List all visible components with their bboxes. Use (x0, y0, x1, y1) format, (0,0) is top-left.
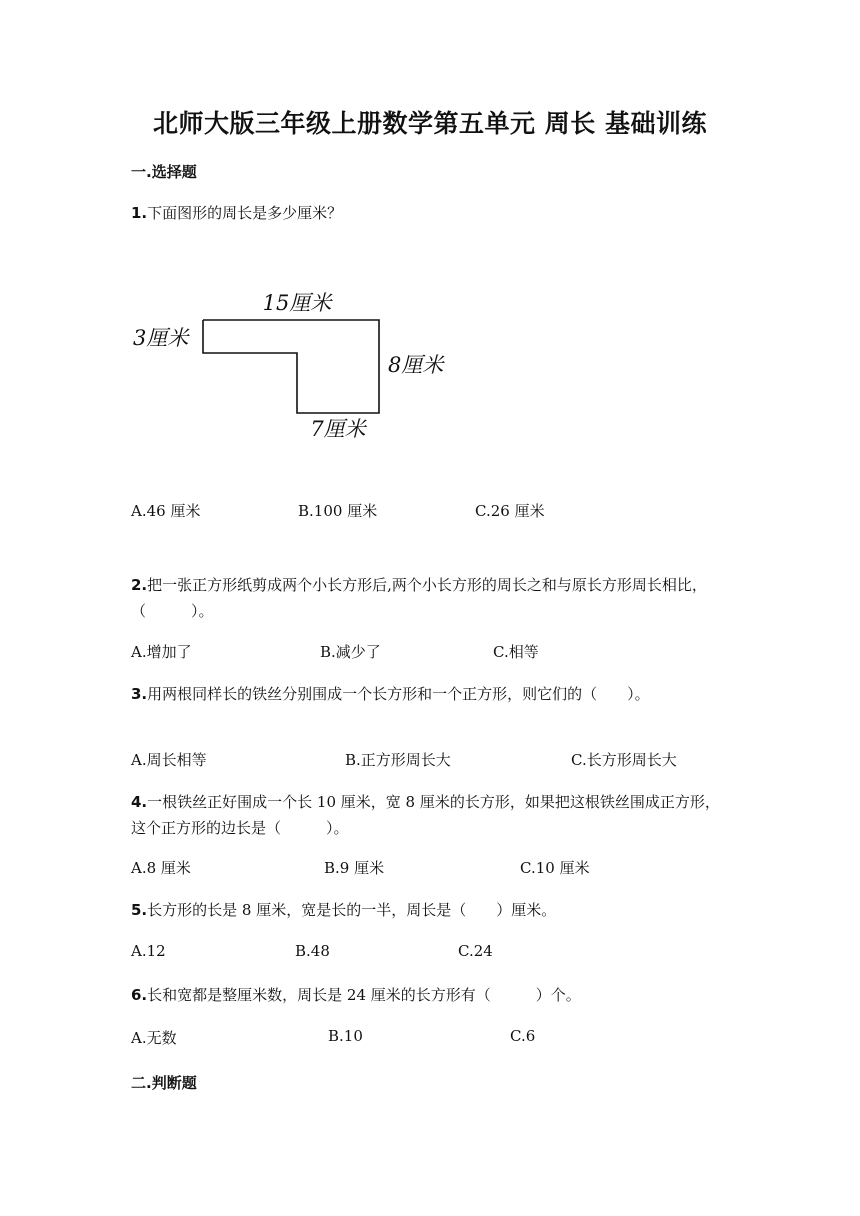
question-2 (131, 572, 731, 624)
option-b: B.减少了 (320, 643, 381, 661)
question-text: 长和宽都是整厘米数，周长是 24 厘米的长方形有（ ）个。 (147, 986, 581, 1004)
question-6 (131, 982, 731, 1008)
option-b: B.48 (295, 942, 330, 960)
question-3 (131, 681, 731, 707)
option-a: A.周长相等 (131, 751, 207, 769)
question-text: 一根铁丝正好围成一个长 10 厘米，宽 8 厘米的长方形，如果把这根铁丝围成正方形，这个正方形的边长是（ ）。 (131, 793, 720, 837)
question-text: 下面图形的周长是多少厘米？ (147, 204, 343, 222)
label-left: 3厘米 (133, 326, 189, 350)
question-5 (131, 897, 731, 923)
option-c: C.10 厘米 (520, 859, 590, 877)
option-c: C.相等 (493, 643, 539, 661)
question-4 (131, 789, 731, 841)
question-number: 3. (131, 685, 148, 703)
question-text: 长方形的长是 8 厘米，宽是长的一半，周长是（ ）厘米。 (147, 901, 557, 919)
question-number: 2. (131, 576, 148, 594)
label-right: 8厘米 (388, 353, 444, 377)
label-bottom: 7厘米 (310, 417, 366, 441)
question-text: 把一张正方形纸剪成两个小长方形后,两个小长方形的周长之和与原长方形周长相比，（ ）。 (131, 576, 707, 620)
option-a: A.增加了 (131, 643, 192, 661)
option-c: C.6 (510, 1027, 536, 1045)
option-b: B.正方形周长大 (345, 751, 451, 769)
question-number: 4. (131, 793, 148, 811)
l-shape-outline (203, 320, 379, 413)
perimeter-figure (125, 280, 465, 450)
option-a: A.8 厘米 (131, 859, 191, 877)
option-b: B.100 厘米 (298, 502, 378, 520)
question-number: 1. (131, 204, 148, 222)
label-top: 15厘米 (262, 291, 332, 315)
section-heading-choice: 一.选择题 (131, 163, 197, 181)
option-b: B.10 (328, 1027, 363, 1045)
option-c: C.26 厘米 (475, 502, 545, 520)
question-number: 6. (131, 986, 148, 1004)
page-title: 北师大版三年级上册数学第五单元 周长 基础训练 (153, 109, 707, 138)
question-text: 用两根同样长的铁丝分别围成一个长方形和一个正方形，则它们的（ ）。 (147, 685, 650, 703)
section-heading-judge: 二.判断题 (131, 1074, 197, 1092)
question-number: 5. (131, 901, 148, 919)
question-1 (131, 200, 731, 226)
option-a: A.12 (131, 942, 166, 960)
option-c: C.长方形周长大 (571, 751, 677, 769)
option-b: B.9 厘米 (324, 859, 385, 877)
option-a: A.无数 (131, 1029, 177, 1047)
option-a: A.46 厘米 (131, 502, 201, 520)
option-c: C.24 (458, 942, 493, 960)
